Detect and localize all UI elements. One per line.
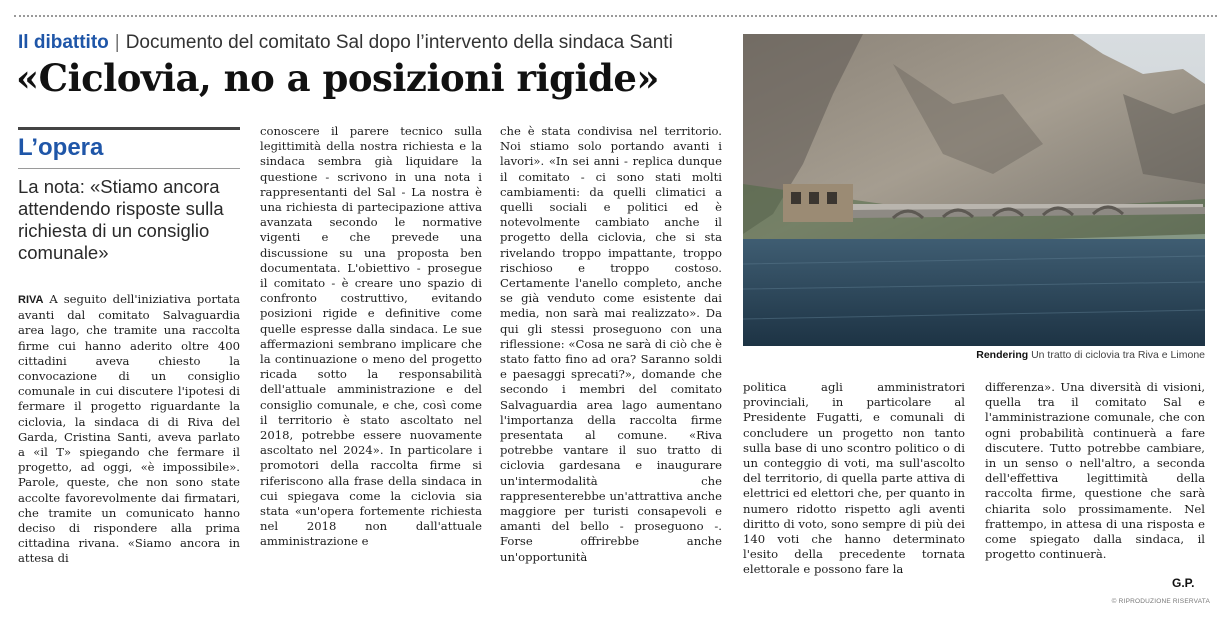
caption-label: Rendering	[976, 349, 1029, 361]
column-4-text: politica agli amministratori provinciali, in particolare al Presidente Fugatti, e comunali di concludere un progetto non tanto sulla base di uno scontro politico o di un conteggio di voti, ma sull'ascolto del territorio, di quella parte attiva di elettrici ed elettori che, per quanto in numero ridotto rispetto agli aventi diritto di voto, sono sempre di più dei 140 voti che hanno determinato l'esito della precedente tornata elettorale e possono fare la	[743, 380, 965, 577]
kicker	[18, 32, 673, 54]
sidebar-quote: La nota: «Stiamo ancora attendendo risposte sulla richiesta di un consiglio comunale»	[18, 176, 224, 263]
article-column-2	[260, 124, 482, 550]
column-2-text: conoscere il parere tecnico sulla legittimità della nostra richiesta e la sindaca sembra già liquidare la questione - scrivono in una nota i rappresentanti del Sal - La nostra è una richiesta di partecipazione attiva avanzata secondo le normative vigenti e che prevede una discussione su una proposta ben documentata. L'obiettivo - prosegue il comitato - è creare uno spazio di confronto costruttivo, evitando posizioni rigide e definitive come quelle espresse dalla sindaca. Le sue affermazioni sembrano implicare che la continuazione o meno del progetto ricada sotto la responsabilità dell'attuale amministrazione e del consiglio comunale, e che, così come il territorio è stato ascoltato nel 2018, potrebbe essere nuovamente ascoltato nel 2024». In particolare i promotori della raccolta firme si riferiscono alla frase della sindaca in cui spiegava come la ciclovia sia stata «un'opera fortemente richiesta nel 2018 non dall'attuale amministrazione e	[260, 124, 482, 549]
sidebar-top-rule	[18, 127, 240, 130]
dateline: RIVA	[18, 294, 44, 306]
article-column-3	[500, 124, 722, 565]
photo-illustration	[743, 34, 1205, 346]
article-column-1	[18, 292, 240, 567]
article-column-5	[985, 380, 1205, 562]
copyright-notice: © RIPRODUZIONE RISERVATA	[1111, 598, 1210, 605]
column-5-text: differenza». Una diversità di visioni, quella tra il comitato Sal e l'amministrazione comunale, che con ogni probabilità continuerà a fare discutere. Tutto potrebbe cambiare, in un senso o nell'altro, a seconda dell'effettiva legittimità della raccolta firme, questione che sarà chiarita solo prossimamente. Nel frattempo, in attesa di una risposta e come spiegato dalla sindaca, il progetto continuerà.	[985, 380, 1205, 562]
sidebar-title: L’opera	[18, 134, 104, 161]
headline: «Ciclovia, no a posizioni rigide»	[16, 56, 660, 100]
author-signature: G.P.	[1172, 576, 1195, 590]
column-1-text: A seguito dell'iniziativa portata avanti dal comitato Salvaguardia area lago, che tramite una raccolta firme cui hanno aderito oltre 400 cittadini aveva chiesto la convocazione di un consiglio comunale in cui discutere l'ipotesi di fermare il progetto riguardante la ciclovia, la sindaca di di Riva del Garda, Cristina Santi, aveva parlato a «il T» spiegando che fermare il progetto, ad oggi, «è impossibile». Parole, queste, che non sono state accolte favorevolmente dai firmatari, che tramite un comunicato hanno deciso di rispondere alla prima cittadina rivana. «Siamo ancora in attesa di	[18, 292, 241, 566]
sidebar-divider	[18, 168, 240, 169]
kicker-separator: |	[114, 32, 120, 53]
photo-caption	[743, 349, 1205, 361]
kicker-tag: Il dibattito	[18, 32, 109, 53]
lake-cliff-photo	[743, 34, 1205, 346]
top-dotted-rule	[14, 15, 1217, 17]
column-3-text: che è stata condivisa nel territorio. Noi stiamo solo portando avanti i lavori». «In sei anni - replica dunque il comitato - ci sono stati molti cambiamenti: da quelli climatici a quelli sociali e politici ed è notevolmente cambiato anche il progetto della ciclovia, che si sta rivelando troppo impattante, troppo rischioso e troppo costoso. Certamente l'anello completo, anche se già venduto come esistente dai media, non sarà mai realizzato». Da qui gli stessi proseguono con una riflessione: «Cosa ne sarà di ciò che è stato fatto fino ad ora? Saranno soldi e paesaggi sprecati?», domande che secondo i membri del comitato Salvaguardia area lago aumentano l'importanza della raccolta firme presentata al comune. «Riva potrebbe vantare il suo tratto di ciclovia gardesana e inaugurare un'intermodalità che rappresenterebbe un'attrattiva anche maggiore per turisti consapevoli e amanti del bello - proseguono -. Forse offrirebbe anche un'opportunità	[500, 124, 722, 564]
kicker-text: Documento del comitato Sal dopo l’intervento della sindaca Santi	[125, 32, 673, 53]
caption-text: Un tratto di ciclovia tra Riva e Limone	[1031, 349, 1205, 361]
article-column-4	[743, 380, 965, 578]
